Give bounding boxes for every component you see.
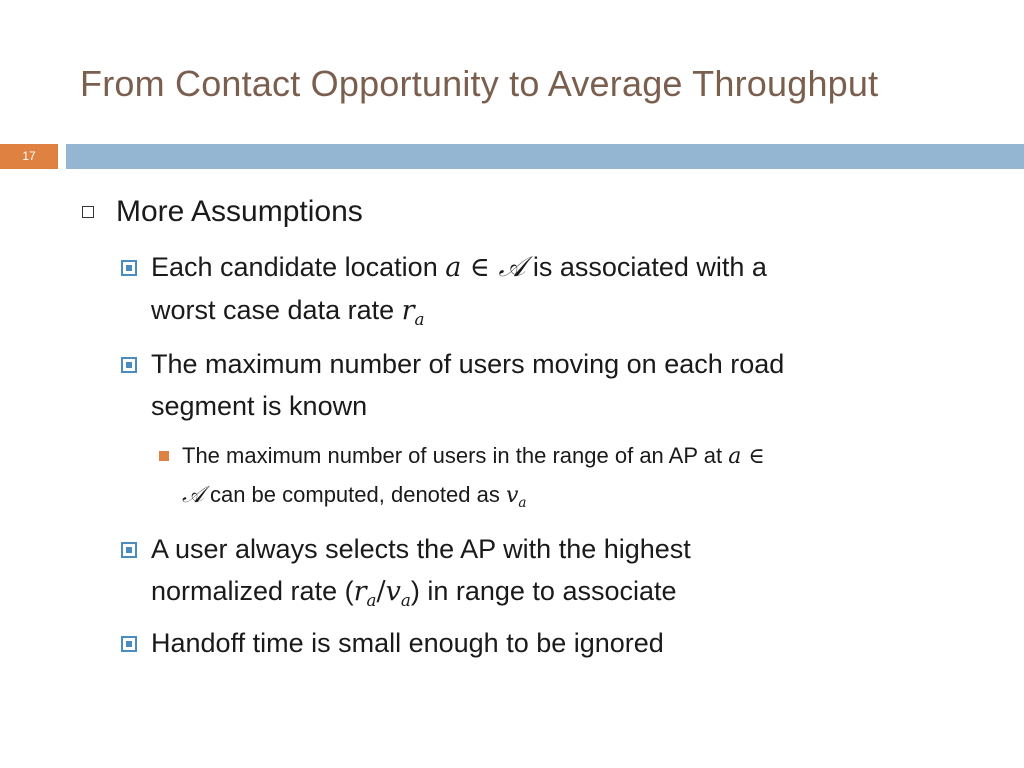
math-v-subscript: a	[400, 589, 411, 610]
item-text: The maximum number of users moving on each road	[151, 349, 785, 379]
square-bullet-icon	[121, 636, 137, 652]
filled-square-bullet-icon	[159, 451, 169, 461]
math-r: r	[353, 576, 367, 607]
heading-text: More Assumptions	[116, 195, 363, 228]
square-bullet-icon	[121, 542, 137, 558]
item-text: ) in range to associate	[410, 576, 677, 606]
math-set-A: 𝒜	[498, 250, 526, 283]
square-bullet-icon	[121, 357, 137, 373]
math-element-of: ∈	[741, 444, 765, 469]
item-text: The maximum number of users in the range of an AP at	[182, 443, 729, 468]
slide-number: 17	[0, 144, 58, 169]
item-text: can be computed, denoted as	[203, 482, 506, 507]
hollow-square-bullet-icon	[82, 206, 94, 218]
bullet-level2-handoff-time	[151, 622, 941, 664]
square-bullet-icon	[121, 260, 137, 276]
math-element-of: ∈	[461, 252, 499, 283]
item-text: normalized rate (	[151, 576, 354, 606]
bullet-level3-max-users-ap	[182, 437, 972, 515]
bullet-level1-more-assumptions	[116, 194, 363, 230]
math-set-A: 𝒜	[182, 482, 204, 508]
item-text: worst case data rate	[151, 295, 402, 325]
math-r-subscript: a	[366, 589, 377, 610]
math-r: r	[401, 295, 415, 326]
math-r-subscript: a	[414, 308, 425, 329]
item-text: is associated with a	[525, 252, 767, 282]
math-divide: /	[376, 576, 386, 607]
item-text: Handoff time is small enough to be ignored	[151, 628, 664, 658]
math-a: a	[445, 252, 462, 283]
bullet-level2-candidate-location	[151, 246, 941, 332]
slide-title: From Contact Opportunity to Average Throughput	[80, 63, 879, 104]
bullet-level2-user-selects-ap	[151, 528, 941, 613]
item-text: Each candidate location	[151, 252, 446, 282]
item-text: A user always selects the AP with the highest	[151, 534, 691, 564]
item-text: segment is known	[151, 391, 368, 421]
bullet-level2-max-users-road	[151, 343, 941, 427]
math-v: v	[385, 576, 401, 607]
math-a: a	[728, 444, 742, 469]
math-v-subscript: a	[518, 494, 527, 511]
math-v: v	[505, 483, 519, 508]
